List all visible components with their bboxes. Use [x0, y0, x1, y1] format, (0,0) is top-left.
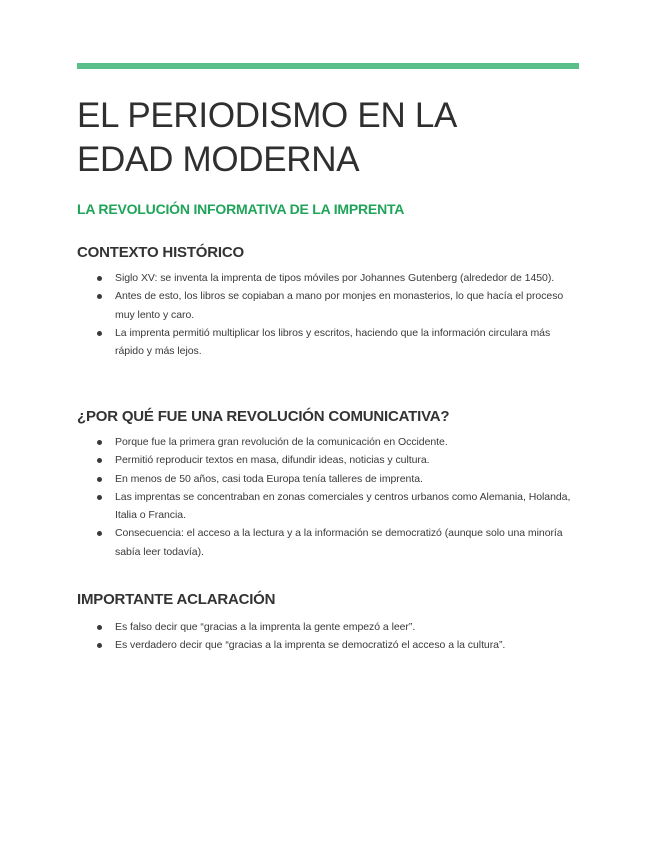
bullet-icon [97, 477, 102, 482]
bullet-list [77, 433, 579, 561]
list-item [77, 433, 579, 451]
list-item [77, 269, 579, 287]
title-line: EL PERIODISMO EN LA [77, 96, 458, 135]
bullet-icon [97, 294, 102, 299]
list-item-text: Permitió reproducir textos en masa, difundir ideas, noticias y cultura. [115, 454, 430, 467]
document-subtitle: LA REVOLUCIÓN INFORMATIVA DE LA IMPRENTA [77, 201, 405, 217]
section-heading: IMPORTANTE ACLARACIÓN [77, 591, 276, 608]
list-item-text: En menos de 50 años, casi toda Europa tenía talleres de imprenta. [115, 472, 423, 485]
list-item [77, 636, 579, 654]
section-contexto-historico [77, 243, 579, 360]
bullet-icon [97, 276, 102, 281]
section-heading: CONTEXTO HISTÓRICO [77, 244, 244, 261]
list-item-text: Siglo XV: se inventa la imprenta de tipos móviles por Johannes Gutenberg (alrededor de 1450). [115, 272, 555, 284]
list-item-text: Las imprentas se concentraban en zonas comerciales y centros urbanos como Alemania, Holanda, Italia o Francia. [115, 490, 571, 522]
list-item-text: Antes de esto, los libros se copiaban a mano por monjes en monasterios, lo que hacía el proceso muy lento y caro. [115, 290, 564, 321]
section-importante-aclaracion [77, 590, 579, 655]
list-item-text: Es verdadero decir que “gracias a la imprenta se democratizó el acceso a la cultura”. [115, 639, 506, 652]
list-item [77, 451, 579, 469]
bullet-icon [97, 495, 102, 500]
title-line: EDAD MODERNA [77, 140, 360, 179]
list-item [77, 287, 579, 324]
bullet-icon [97, 531, 102, 536]
list-item-text: Porque fue la primera gran revolución de la comunicación en Occidente. [115, 436, 448, 448]
list-item [77, 324, 579, 361]
list-item-text: Consecuencia: el acceso a la lectura y a la información se democratizó (aunque solo una minoría sabía leer todavía). [115, 527, 563, 558]
section-revolucion-comunicativa [77, 407, 579, 561]
bullet-icon [97, 643, 102, 648]
list-item [77, 470, 579, 488]
bullet-icon [97, 331, 102, 336]
list-item [77, 618, 579, 636]
section-heading: ¿POR QUÉ FUE UNA REVOLUCIÓN COMUNICATIVA? [77, 408, 450, 425]
bullet-list [77, 618, 579, 655]
bullet-icon [97, 458, 102, 463]
bullet-list [77, 269, 579, 360]
bullet-icon [97, 625, 102, 630]
list-item [77, 524, 579, 561]
list-item-text: Es falso decir que “gracias a la imprenta la gente empezó a leer”. [115, 621, 416, 633]
document-title [77, 94, 579, 182]
bullet-icon [97, 440, 102, 445]
list-item-text: La imprenta permitió multiplicar los libros y escritos, haciendo que la información circulara más rápido y más lejos. [115, 326, 551, 358]
top-divider [77, 63, 579, 69]
list-item [77, 488, 579, 525]
